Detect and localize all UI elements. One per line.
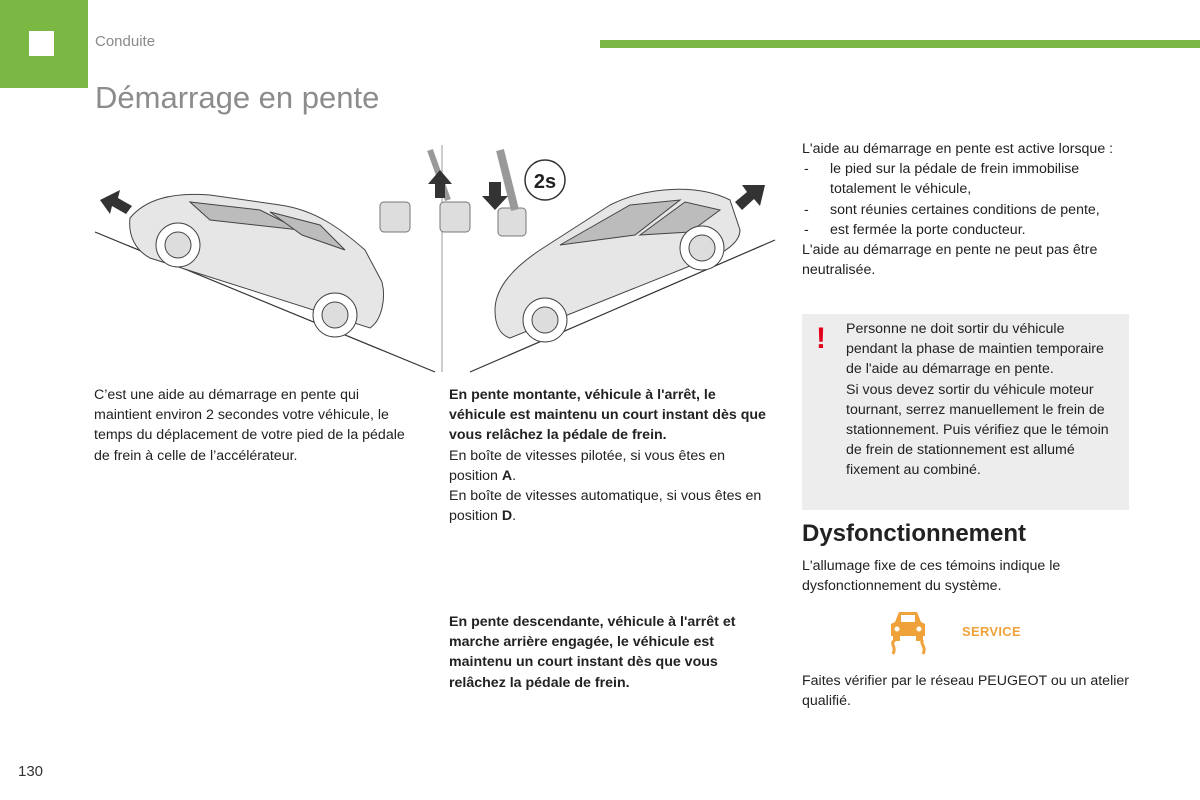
warning-body <box>846 319 1116 481</box>
page-number: 130 <box>18 763 44 780</box>
gearbox-piloted-line: En boîte de vitesses pilotée, si vous êtes en position A. <box>449 447 726 484</box>
malfunction-heading: Dysfonctionnement <box>802 520 1027 547</box>
service-indicator: SERVICE <box>962 624 1021 639</box>
intro-paragraph: C’est une aide au démarrage en pente qui maintient environ 2 secondes votre véhicule, le temps du déplacement de votre pied de la pédale de frein à celle de l’accélérateur. <box>94 387 405 464</box>
condition-item: - le pied sur la pédale de frein immobilise totalement le véhicule, <box>802 159 1132 199</box>
car-downhill-icon <box>495 189 740 342</box>
check-network-text: Faites vérifier par le réseau PEUGEOT ou un atelier qualifié. <box>802 673 1129 710</box>
gearbox-auto-line: En boîte de vitesses automatique, si vous êtes en position D. <box>449 488 762 525</box>
condition-item: - est fermée la porte conducteur. <box>802 220 1132 240</box>
hill-start-illustration <box>90 140 780 375</box>
arrow-down-icon <box>482 182 508 210</box>
uphill-block <box>449 385 774 526</box>
activation-block <box>802 139 1132 280</box>
conditions-list <box>802 159 1132 240</box>
arrow-up-right-icon <box>735 185 765 210</box>
pedal-left-icon <box>380 202 410 232</box>
pedals-group <box>380 150 526 236</box>
arrow-up-left-icon <box>100 190 132 214</box>
timer-label: 2s <box>533 171 557 193</box>
warning-paragraph-2: Si vous devez sortir du véhicule moteur tournant, serrez manuellement le frein de stationnement. Puis vérifiez que le témoin de frein de stationnement est allumé fixement au combiné. <box>846 381 1109 479</box>
uphill-bold-text: En pente montante, véhicule à l'arrêt, le véhicule est maintenu un court instant dès que vous relâchez la pédale de frein. <box>449 387 766 444</box>
chapter-square-icon <box>29 31 54 56</box>
pedal-right-icon <box>498 208 526 236</box>
warning-icon: ! <box>816 322 826 355</box>
pedal-middle-icon <box>440 202 470 232</box>
section-label: Conduite <box>95 33 156 50</box>
warning-paragraph-1: Personne ne doit sortir du véhicule pendant la phase de maintien temporaire de l'aide au démarrage en pente. <box>846 321 1104 378</box>
active-intro: L'aide au démarrage en pente est active lorsque : <box>802 141 1114 157</box>
header-rule <box>600 40 1200 48</box>
malfunction-text: L'allumage fixe de ces témoins indique le dysfonctionnement du système. <box>802 558 1061 595</box>
downhill-bold-text: En pente descendante, véhicule à l'arrêt et marche arrière engagée, le véhicule est maintenu un court instant dès que vous relâchez la pédale de frein. <box>449 614 736 691</box>
warning-box <box>802 314 1129 510</box>
page-title: Démarrage en pente <box>95 80 380 115</box>
condition-item: - sont réunies certaines conditions de pente, <box>802 200 1132 220</box>
not-neutralizable-text: L'aide au démarrage en pente ne peut pas être neutralisée. <box>802 242 1098 279</box>
chapter-tab <box>0 0 88 88</box>
car-uphill-icon <box>130 194 384 337</box>
skid-warning-icon <box>887 604 929 656</box>
